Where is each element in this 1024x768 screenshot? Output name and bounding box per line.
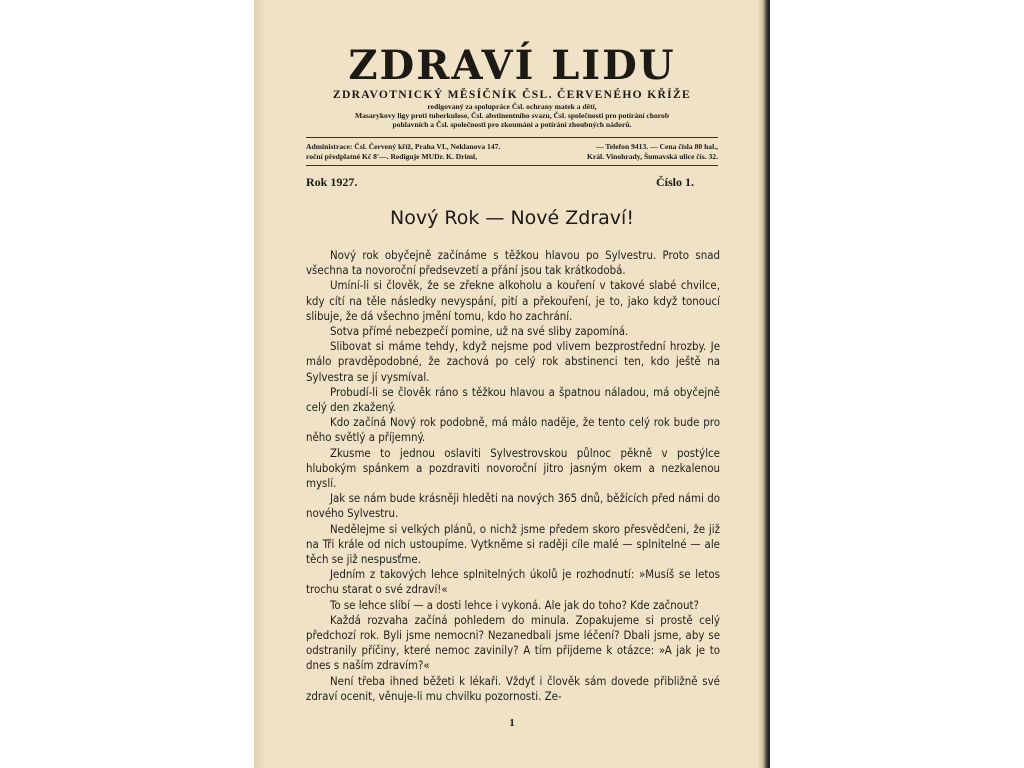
issue-year: Rok 1927.	[306, 175, 358, 189]
header-divider	[306, 137, 718, 138]
article-paragraph: Slibovat si máme tehdy, když nejsme pod vlivem bezprostřední hrozby. Je málo pravděpodobné, že zachová po celý rok abstinenci ten, kdo ještě na Sylvestra se jí vysmíval.	[306, 339, 720, 384]
article-paragraph: Nedělejme si velkých plánů, o nichž jsme předem skoro přesvědčeni, že již na Tři krále od nich ustoupíme. Vytkněme si raději cíle malé — splnitelné — ale těch se již nespusťme.	[306, 521, 720, 567]
credits-line: pohlavních a Čsl. společnosti pro zkoumání a potírání zhoubných nádorů.	[392, 120, 632, 129]
admin-line	[306, 152, 718, 162]
admin-line-left: Administrace: Čsl. Červený kříž, Praha VI., Neklanova 147.	[306, 142, 501, 151]
article-paragraph: Umíní-li si člověk, že se zřekne alkoholu a kouření v takové slabé chvilce, kdy cítí na těle následky nevyspání, pití a překouření, je to, jako když tonoucí slibuje, že dá všechno jmění tomu, kdo ho zachrání.	[306, 278, 720, 323]
article-paragraph: Sotva přímé nebezpečí pomine, už na své sliby zapomíná.	[330, 324, 629, 339]
article-paragraph: Není třeba ihned běžeti k lékaři. Vždyť i člověk sám dovede přibližně své zdraví ocenit, věnuje-li mu chvilku pozornosti. Ze-	[306, 673, 720, 703]
article-paragraph: Nový rok obyčejně začínáme s těžkou hlavou po Sylvestru. Proto snad všechna ta novoroční předsevzetí a přání jsou tak krátkodobá.	[306, 248, 720, 278]
article-headline: Nový Rok — Nové Zdraví!	[390, 207, 634, 229]
admin-line-right: — Telefon 9413. — Cena čísla 80 hal.,	[596, 142, 718, 151]
admin-line-right: Král. Vinohrady, Šumavská ulice čís. 32.	[586, 152, 718, 161]
article-paragraph: To se lehce slíbí — a dosti lehce i vykoná. Ale jak do toho? Kde začnout?	[330, 597, 699, 612]
article-paragraph: Jak se nám bude krásněji hleděti na nových 365 dnů, běžících před námi do nového Sylvestru.	[306, 491, 720, 521]
scanned-page	[254, 0, 770, 768]
credits-line: redigovaný za spolupráce Čsl. ochrany matek a dětí,	[427, 102, 597, 111]
article-paragraph: Jedním z takových lehce splnitelných úkolů je rozhodnutí: »Musíš se letos trochu starat o své zdraví!«	[306, 567, 720, 597]
article-body	[306, 248, 720, 704]
admin-line	[306, 142, 718, 152]
header-divider	[306, 165, 718, 166]
credits-line: Masarykovy ligy proti tuberkulose, Čsl. abstinentního svazu, Čsl. společnosti pro potírání chorob	[354, 111, 670, 120]
article-paragraph: Každá rozvaha začíná pohledem do minula. Zopakujeme si prostě celý předchozí rok. Byli jsme nemocni? Nezanedbali jsme léčení? Dbali jsme, aby se odstranily příčiny, které nemoc zavinily? A tím přijdeme k otázce: »A jak je to dnes s naším zdravím?«	[306, 612, 720, 673]
page-number: 1	[509, 717, 515, 729]
article-paragraph: Zkusme to jednou oslaviti Sylvestrovskou půlnoc pěkně v postýlce hlubokým spánkem a pozdraviti novoroční jitro jasným okem a nezkalenou myslí.	[306, 445, 720, 491]
article-paragraph: Kdo začíná Nový rok podobně, má málo naděje, že tento celý rok bude pro něho světlý a příjemný.	[306, 415, 720, 445]
book-spine-edge	[758, 0, 770, 768]
issue-number: Číslo 1.	[656, 175, 695, 189]
masthead-title: ZDRAVÍ LIDU	[348, 42, 676, 89]
admin-line-left: roční předplatné Kč 8'—. Rediguje MUDr. K. Driml,	[306, 152, 478, 161]
article-paragraph: Probudí-li se člověk ráno s těžkou hlavou a špatnou náladou, má obyčejně celý den zkažený.	[306, 384, 720, 415]
masthead-subtitle: ZDRAVOTNICKÝ MĚSÍČNÍK ČSL. ČERVENÉHO KŘÍŽE	[332, 88, 692, 101]
